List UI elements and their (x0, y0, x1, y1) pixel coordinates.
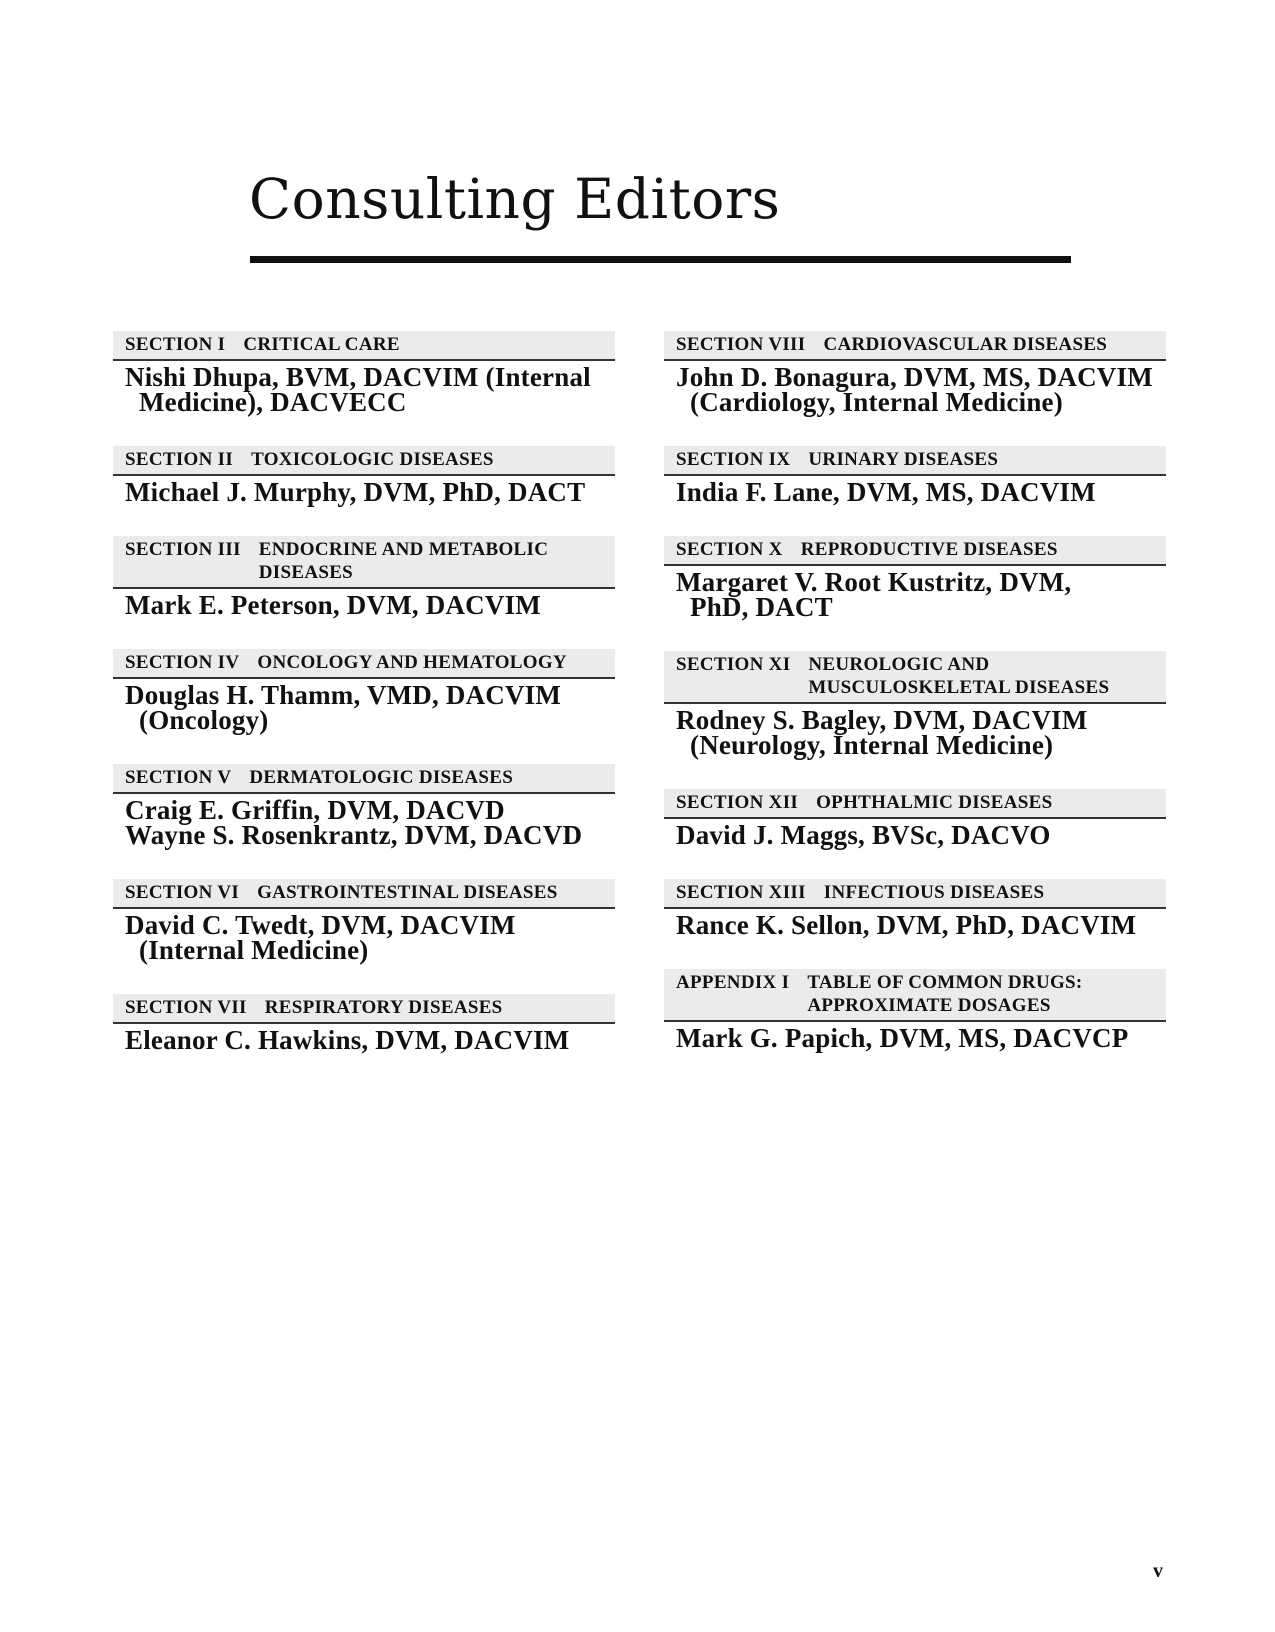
section-title: INFECTIOUS DISEASES (823, 882, 1045, 903)
editor-name (113, 909, 615, 963)
section-header (113, 536, 615, 589)
section-title: RESPIRATORY DISEASES (264, 997, 503, 1018)
editor-line: (Oncology) (139, 705, 269, 735)
section-entry (664, 331, 1166, 415)
section-entry (113, 331, 615, 415)
editor-line: (Internal Medicine) (139, 935, 369, 965)
editor-name (113, 476, 615, 505)
editor-name (664, 704, 1166, 758)
section-number: SECTION X (676, 539, 783, 560)
editor-line: Douglas H. Thamm, VMD, DACVIM (125, 680, 562, 710)
editor-line: John D. Bonagura, DVM, MS, DACVIM (676, 362, 1153, 392)
editor-line: Wayne S. Rosenkrantz, DVM, DACVD (125, 820, 583, 850)
section-header (664, 969, 1166, 1022)
editor-name (113, 361, 615, 415)
editor-line: David C. Twedt, DVM, DACVIM (125, 910, 516, 940)
section-number: SECTION II (125, 449, 234, 470)
editor-line: (Neurology, Internal Medicine) (690, 730, 1054, 760)
section-title: TABLE OF COMMON DRUGS: APPROXIMATE DOSAGES (807, 972, 1083, 1016)
section-title: OPHTHALMIC DISEASES (816, 792, 1053, 813)
section-title: CRITICAL CARE (243, 334, 400, 355)
editor-line: Mark E. Peterson, DVM, DACVIM (125, 590, 541, 620)
section-entry (113, 446, 615, 505)
editor-line: Medicine), DACVECC (139, 387, 407, 417)
page-number: v (1153, 1560, 1163, 1582)
section-number: SECTION V (125, 767, 232, 788)
section-header (113, 764, 615, 794)
section-entry (113, 764, 615, 848)
section-entry (664, 879, 1166, 938)
section-number: SECTION VI (125, 882, 240, 903)
section-entry (664, 651, 1166, 758)
editor-line: PhD, DACT (690, 592, 833, 622)
section-entry (113, 994, 615, 1053)
editor-line: Nishi Dhupa, BVM, DACVIM (Internal (125, 362, 591, 392)
editor-name (664, 566, 1166, 620)
page-title: Consulting Editors (249, 167, 781, 231)
section-title: REPRODUCTIVE DISEASES (800, 539, 1058, 560)
right-column (664, 331, 1166, 1051)
section-entry (664, 446, 1166, 505)
section-number: SECTION VII (125, 997, 247, 1018)
section-number: SECTION III (125, 539, 241, 560)
section-title: CARDIOVASCULAR DISEASES (823, 334, 1108, 355)
section-entry (113, 879, 615, 963)
editor-line: Eleanor C. Hawkins, DVM, DACVIM (125, 1025, 570, 1055)
editor-name (113, 589, 615, 618)
section-header (113, 331, 615, 361)
editor-name (113, 1024, 615, 1053)
section-title: DERMATOLOGIC DISEASES (249, 767, 514, 788)
section-entry (664, 536, 1166, 620)
editor-name (664, 361, 1166, 415)
section-number: SECTION IX (676, 449, 791, 470)
section-header (664, 446, 1166, 476)
section-entry (113, 649, 615, 733)
editor-name (113, 794, 615, 848)
editor-name (664, 909, 1166, 938)
editor-line: Michael J. Murphy, DVM, PhD, DACT (125, 477, 586, 507)
section-title: ENDOCRINE AND METABOLIC DISEASES (258, 539, 549, 583)
section-title: URINARY DISEASES (808, 449, 999, 470)
section-title: ONCOLOGY AND HEMATOLOGY (257, 652, 567, 673)
editor-line: Craig E. Griffin, DVM, DACVD (125, 795, 505, 825)
section-number: SECTION XI (676, 654, 791, 675)
editor-name (664, 819, 1166, 848)
editor-line: Rodney S. Bagley, DVM, DACVIM (676, 705, 1088, 735)
section-number: APPENDIX I (676, 972, 790, 993)
editor-line: India F. Lane, DVM, MS, DACVIM (676, 477, 1096, 507)
section-header (113, 879, 615, 909)
section-entry (664, 969, 1166, 1051)
title-rule (250, 256, 1071, 263)
section-number: SECTION XII (676, 792, 799, 813)
section-title: NEUROLOGIC AND MUSCULOSKELETAL DISEASES (808, 654, 1110, 698)
section-entry (113, 536, 615, 618)
section-number: SECTION IV (125, 652, 240, 673)
section-title: TOXICOLOGIC DISEASES (251, 449, 494, 470)
editor-line: Margaret V. Root Kustritz, DVM, (676, 567, 1072, 597)
section-number: SECTION XIII (676, 882, 806, 903)
section-header (113, 994, 615, 1024)
editor-line: (Cardiology, Internal Medicine) (690, 387, 1063, 417)
section-title: GASTROINTESTINAL DISEASES (257, 882, 558, 903)
section-header (664, 536, 1166, 566)
section-number: SECTION VIII (676, 334, 806, 355)
editor-name (664, 1022, 1166, 1051)
section-number: SECTION I (125, 334, 226, 355)
section-header (113, 649, 615, 679)
section-header (664, 789, 1166, 819)
section-header (664, 651, 1166, 704)
section-header (113, 446, 615, 476)
editor-line: David J. Maggs, BVSc, DACVO (676, 820, 1051, 850)
left-column (113, 331, 615, 1053)
section-header (664, 879, 1166, 909)
editor-line: Rance K. Sellon, DVM, PhD, DACVIM (676, 910, 1137, 940)
section-entry (664, 789, 1166, 848)
editor-name (664, 476, 1166, 505)
section-header (664, 331, 1166, 361)
editor-name (113, 679, 615, 733)
editor-line: Mark G. Papich, DVM, MS, DACVCP (676, 1023, 1129, 1053)
